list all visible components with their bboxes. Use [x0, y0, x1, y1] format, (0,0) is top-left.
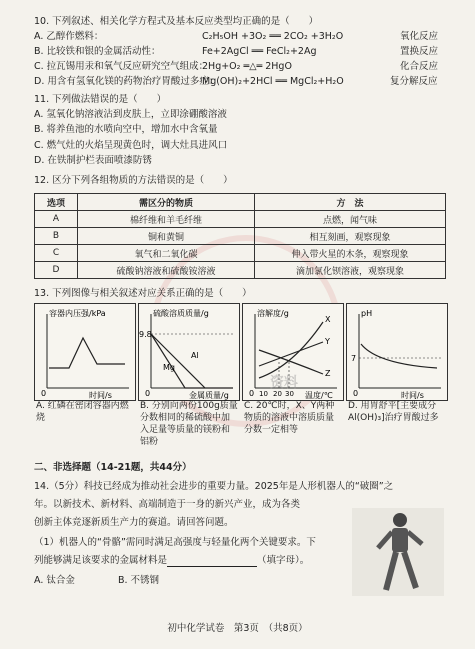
origin-label: 0 [41, 389, 47, 398]
q14-option-a: A. 钛合金 [34, 575, 75, 586]
q11-stem: 11. 下列做法错误的是（ ） [34, 94, 167, 105]
series-label-z: Z [325, 369, 331, 378]
ph-curve [361, 344, 437, 368]
q10-eq-a: C₂H₅OH +3O₂ ══ 2CO₂ +3H₂O [202, 31, 344, 42]
graph-a-svg [35, 304, 135, 400]
graph-d-svg [347, 304, 447, 400]
q14-option-b: B. 不锈钢 [118, 575, 160, 586]
table-cell: B [35, 228, 78, 245]
table-cell: 棉纤维和羊毛纤维 [78, 211, 255, 228]
q13-option-a: A. 红磷在密闭容器内燃烧 [36, 401, 129, 423]
q10-eq-d: Mg(OH)₂+2HCl ══ MgCl₂+H₂O [202, 76, 344, 87]
table-cell: 相互刻画，观察现象 [255, 228, 446, 245]
origin-label: 0 [249, 389, 255, 398]
q13-option-b: B. 分别向两份100g质量分数相同的稀硫酸中加入足量等质量的镁粉和铝粉 [140, 401, 238, 447]
table-cell: 铜和黄铜 [78, 228, 255, 245]
q10-option-b: B. 比较铁和银的金属活动性： [34, 46, 161, 57]
tick-label: 10 [259, 390, 268, 398]
q13-stem: 13. 下列图像与相关叙述对应关系正确的是（ ） [34, 288, 252, 299]
table-header: 选项 [35, 194, 78, 211]
q10-option-a: A. 乙醇作燃料： [34, 31, 104, 42]
q10-type-a: 氧化反应 [400, 31, 439, 42]
robot-photo [352, 508, 444, 596]
axis-label: 时间/s [89, 391, 112, 400]
q14-sub1c: （填字母）。 [257, 555, 310, 566]
origin-label: 0 [353, 389, 359, 398]
q14-line1: 14.（5分）科技已经成为推动社会进步的重要力量。2025年是人形机器人的“破圈”之 [34, 481, 394, 492]
table-row [35, 245, 446, 262]
q14-sub1a: （1）机器人的“骨骼”需同时满足高强度与轻量化两个关键要求。下 [34, 537, 316, 548]
q11-option-d: D. 在铁制护栏表面喷漆防锈 [34, 155, 152, 166]
q12-table [34, 193, 446, 279]
q10-type-c: 化合反应 [400, 61, 439, 72]
axis-label: 容器内压强/kPa [49, 309, 106, 318]
table-cell: 氧气和二氧化碳 [78, 245, 255, 262]
table-row [35, 211, 446, 228]
series-label-x: X [325, 315, 331, 324]
table-cell: 滴加氯化钡溶液，观察现象 [255, 262, 446, 279]
q10-option-c: C. 拉瓦锡用汞和氧气反应研究空气组成： [34, 61, 209, 72]
q14-line3: 创新主体竞逐新质生产力的赛道。请回答问题。 [34, 517, 234, 528]
tick-label: 20 [273, 390, 282, 398]
q14-sub1 [34, 555, 309, 567]
tick-label: 9.8 [139, 330, 152, 339]
q13-option-c: C. 20℃时，X、Y两种物质的溶液中溶质质量分数一定相等 [244, 401, 335, 435]
mg-curve [151, 334, 205, 388]
q10-stem: 10. 下列叙述、相关化学方程式及基本反应类型均正确的是（ ） [34, 16, 319, 27]
table-cell: 点燃，闻气味 [255, 211, 446, 228]
series-label-mg: Mg [163, 363, 175, 372]
answer-blank[interactable] [167, 556, 257, 567]
table-cell: A [35, 211, 78, 228]
section-title: 二、非选择题（14-21题，共44分） [34, 462, 192, 473]
page-footer: 初中化学试卷 第3页 （共8页） [167, 623, 308, 634]
q13-graphs [34, 303, 446, 399]
axis-label: 时间/s [401, 391, 424, 400]
robot-figure-icon [352, 508, 444, 596]
q10-eq-c: 2Hg+O₂ ═△═ 2HgO [202, 61, 292, 72]
q10-type-d: 复分解反应 [390, 76, 438, 87]
q11-option-b: B. 将养鱼池的水喷向空中，增加水中含氧量 [34, 124, 218, 135]
q12-stem: 12. 区分下列各组物质的方法错误的是（ ） [34, 175, 233, 186]
q11-option-c: C. 燃气灶的火焰呈现黄色时，调大灶具进风口 [34, 140, 228, 151]
q10-eq-b: Fe+2AgCl ══ FeCl₂+2Ag [202, 46, 317, 57]
watermark: 资料 [270, 375, 298, 391]
table-cell: D [35, 262, 78, 279]
graph-d [346, 303, 448, 401]
axis-label: 硫酸溶质质量/g [153, 309, 209, 318]
table-header-row [35, 194, 446, 211]
al-curve [151, 334, 233, 388]
graph-b [138, 303, 240, 401]
q10-option-d: D. 用含有氢氧化镁的药物治疗胃酸过多症： [34, 76, 219, 87]
q14-sub1b: 列能够满足该要求的金属材料是 [34, 555, 168, 566]
q13-options [34, 400, 446, 447]
series-label-y: Y [325, 337, 330, 346]
graph-a [34, 303, 136, 401]
table-cell: 伸入带火星的木条，观察现象 [255, 245, 446, 262]
table-header: 需区分的物质 [78, 194, 255, 211]
table-cell: C [35, 245, 78, 262]
tick-label: 30 [285, 390, 294, 398]
q10-type-b: 置换反应 [400, 46, 439, 57]
series-label-al: Al [191, 351, 199, 360]
q11-option-a: A. 氢氧化钠溶液沾到皮肤上，立即涂硼酸溶液 [34, 109, 227, 120]
pressure-curve [49, 338, 125, 368]
axis-label: 温度/℃ [305, 391, 333, 400]
graph-b-svg [139, 304, 239, 400]
axis-label: 溶解度/g [257, 309, 289, 318]
table-row [35, 228, 446, 245]
origin-label: 0 [145, 389, 151, 398]
q14-line2: 年。以新技术、新材料、高端制造于一身的新兴产业，成为各类 [34, 499, 301, 510]
tick-label: 7 [351, 354, 357, 363]
axis-label: pH [361, 309, 373, 318]
table-cell: 硫酸钠溶液和硫酸铵溶液 [78, 262, 255, 279]
table-header: 方 法 [255, 194, 446, 211]
table-row [35, 262, 446, 279]
q13-option-d: D. 用胃舒平[主要成分Al(OH)₃]治疗胃酸过多 [348, 401, 439, 423]
axis-label: 金属质量/g [189, 391, 229, 400]
